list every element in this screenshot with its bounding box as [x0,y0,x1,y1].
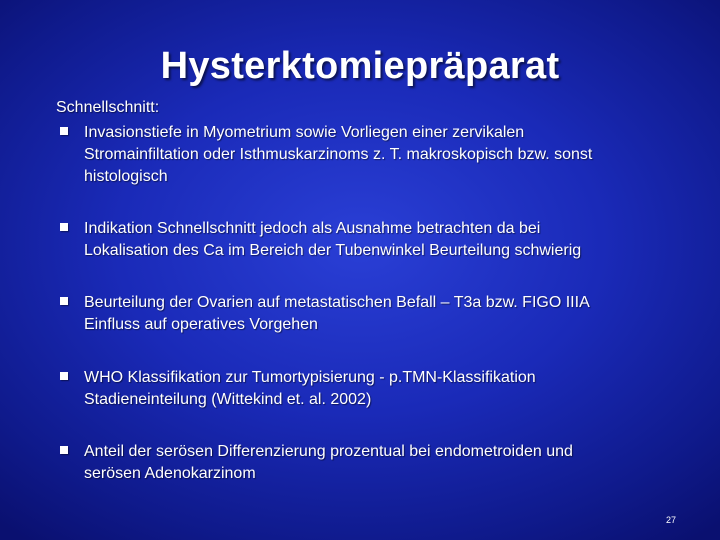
bullet-text-line: Lokalisation des Ca im Bereich der Tubenwinkel Beurteilung schwierig [84,242,582,259]
square-bullet-icon [60,372,68,380]
bullet-text-line: WHO Klassifikation zur Tumortypisierung - p.TMN-Klassifikation [84,369,536,386]
section-label: Schnellschnitt: [56,99,160,116]
bullet-text-line: Indikation Schnellschnitt jedoch als Ausnahme betrachten da bei [84,220,541,237]
bullet-text-line: histologisch [84,168,168,185]
bullet-text-line: Anteil der serösen Differenzierung prozentual bei endometroiden und [84,443,573,460]
bullet-text-line: Stromainfiltation oder Isthmuskarzinoms z. T. makroskopisch bzw. sonst [84,146,593,163]
slide-content [56,98,676,515]
bullet-list [56,122,676,485]
bullet-item [56,218,676,262]
bullet-item [56,441,676,485]
slide-title: Hysterktomiepräparat [160,45,560,87]
bullet-text-line: Beurteilung der Ovarien auf metastatischen Befall – T3a bzw. FIGO IIIA [84,294,590,311]
square-bullet-icon [60,223,68,231]
square-bullet-icon [60,127,68,135]
bullet-text-line: Einfluss auf operatives Vorgehen [84,316,318,333]
bullet-text-line: Invasionstiefe in Myometrium sowie Vorliegen einer zervikalen [84,124,525,141]
bullet-item [56,367,676,411]
bullet-text-line: serösen Adenokarzinom [84,465,256,482]
bullet-text-line: Stadieneinteilung (Wittekind et. al. 2002) [84,391,372,408]
bullet-item [56,292,676,336]
slide-number: 27 [665,515,676,525]
square-bullet-icon [60,297,68,305]
bullet-item [56,122,676,188]
square-bullet-icon [60,446,68,454]
